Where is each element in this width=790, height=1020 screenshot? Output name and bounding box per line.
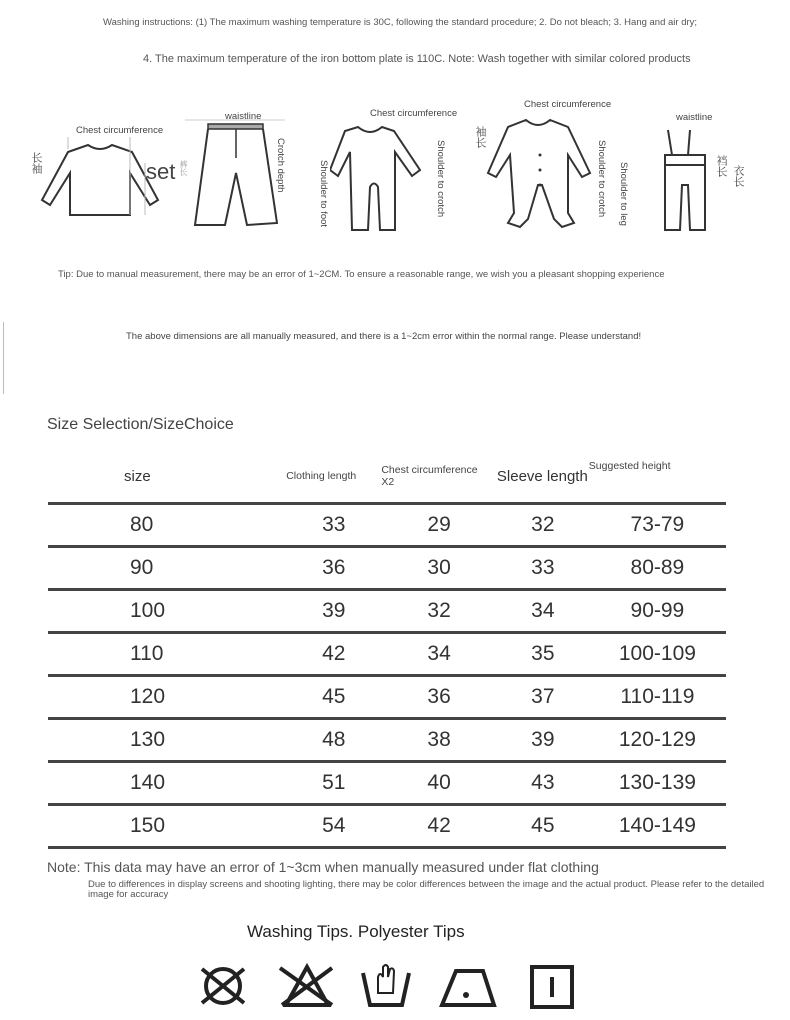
top-sleeve-label: 长袖	[30, 152, 42, 174]
footie-sleeve-label: 袖长	[474, 126, 486, 148]
table-cell: 39	[286, 590, 381, 633]
header-sleeve-length: Sleeve length	[497, 450, 589, 504]
table-cell: 45	[497, 805, 589, 848]
washing-instructions-line1: Washing instructions: (1) The maximum washing temperature is 30C, following the standard procedure; 2. Do not bleach; 3. Hang and air dry;	[103, 17, 698, 28]
set-cn-label: 裤长	[179, 160, 188, 176]
table-cell: 51	[286, 762, 381, 805]
table-row	[48, 676, 726, 719]
table-cell: 100	[48, 590, 286, 633]
line-dry-icon	[528, 963, 576, 1009]
pants-diagram	[185, 118, 285, 233]
table-cell: 90-99	[589, 590, 726, 633]
romper-diagram	[330, 122, 430, 237]
table-cell: 34	[497, 590, 589, 633]
overalls-waistline-label: waistline	[676, 112, 713, 123]
table-cell: 100-109	[589, 633, 726, 676]
footie-diagram	[478, 115, 598, 235]
pants-crotch-label: Crotch depth	[275, 138, 286, 193]
table-row	[48, 590, 726, 633]
table-cell: 150	[48, 805, 286, 848]
size-table-title: Size Selection/SizeChoice	[47, 416, 234, 433]
table-row	[48, 762, 726, 805]
table-cell: 36	[286, 547, 381, 590]
footie-crotch-label: Shoulder to crotch	[596, 140, 607, 218]
table-cell: 120-129	[589, 719, 726, 762]
measurement-tip: Tip: Due to manual measurement, there may be an error of 1~2CM. To ensure a reasonable range, we wish you a pleasant shopping experience	[58, 269, 665, 280]
table-cell: 38	[381, 719, 497, 762]
romper-foot-label: Shoulder to foot	[318, 160, 329, 228]
table-cell: 39	[497, 719, 589, 762]
divider	[3, 322, 4, 394]
table-cell: 130	[48, 719, 286, 762]
size-table	[48, 450, 726, 849]
table-cell: 29	[381, 504, 497, 547]
washing-tips-title: Washing Tips. Polyester Tips	[247, 922, 465, 941]
header-chest: Chest circumference X2	[381, 450, 497, 504]
table-cell: 34	[381, 633, 497, 676]
table-cell: 73-79	[589, 504, 726, 547]
table-cell: 33	[286, 504, 381, 547]
table-header-row	[48, 450, 726, 504]
header-size: size	[48, 450, 286, 504]
overalls-diagram	[660, 125, 715, 235]
table-row	[48, 504, 726, 547]
overalls-length-label: 衣长	[732, 165, 744, 187]
table-cell: 40	[381, 762, 497, 805]
iron-low-heat-icon	[438, 963, 498, 1009]
table-cell: 35	[497, 633, 589, 676]
table-cell: 80-89	[589, 547, 726, 590]
footie-chest-label: Chest circumference	[524, 99, 612, 110]
table-cell: 43	[497, 762, 589, 805]
table-cell: 110-119	[589, 676, 726, 719]
table-cell: 54	[286, 805, 381, 848]
table-row	[48, 719, 726, 762]
table-row	[48, 547, 726, 590]
table-cell: 32	[381, 590, 497, 633]
table-cell: 120	[48, 676, 286, 719]
dimensions-note: The above dimensions are all manually measured, and there is a 1~2cm error within the normal range. Please understand!	[126, 331, 642, 342]
top-chest-label: Chest circumference	[76, 125, 164, 136]
pants-waistline-label: waistline	[225, 111, 262, 122]
table-cell: 130-139	[589, 762, 726, 805]
table-cell: 80	[48, 504, 286, 547]
overalls-crotch-label: 裆长	[715, 155, 727, 177]
table-cell: 42	[286, 633, 381, 676]
header-suggested-height: Suggested height	[589, 450, 726, 504]
table-row	[48, 805, 726, 848]
romper-chest-label: Chest circumference	[370, 108, 458, 119]
table-cell: 32	[497, 504, 589, 547]
table-cell: 36	[381, 676, 497, 719]
hand-wash-icon	[360, 963, 412, 1009]
table-cell: 140-149	[589, 805, 726, 848]
washing-instructions-line2: 4. The maximum temperature of the iron bottom plate is 110C. Note: Wash together with similar colored products	[143, 53, 691, 65]
table-cell: 140	[48, 762, 286, 805]
set-label: set	[146, 159, 176, 184]
table-cell: 110	[48, 633, 286, 676]
table-cell: 42	[381, 805, 497, 848]
measurement-note: Note: This data may have an error of 1~3cm when manually measured under flat clothing	[47, 859, 599, 875]
table-cell: 37	[497, 676, 589, 719]
table-row	[48, 633, 726, 676]
table-cell: 48	[286, 719, 381, 762]
romper-crotch-label: Shoulder to crotch	[435, 140, 446, 218]
table-cell: 30	[381, 547, 497, 590]
table-cell: 90	[48, 547, 286, 590]
footie-leg-label: Shoulder to leg	[618, 162, 629, 226]
table-cell: 45	[286, 676, 381, 719]
color-difference-note: Due to differences in display screens and shooting lighting, there may be color differences between the image and the actual product. Please refer to the detailed image for accuracy	[88, 879, 765, 900]
header-clothing-length: Clothing length	[286, 450, 381, 504]
do-not-bleach-icon	[278, 963, 336, 1009]
table-cell: 33	[497, 547, 589, 590]
do-not-tumble-dry-icon	[196, 963, 251, 1009]
